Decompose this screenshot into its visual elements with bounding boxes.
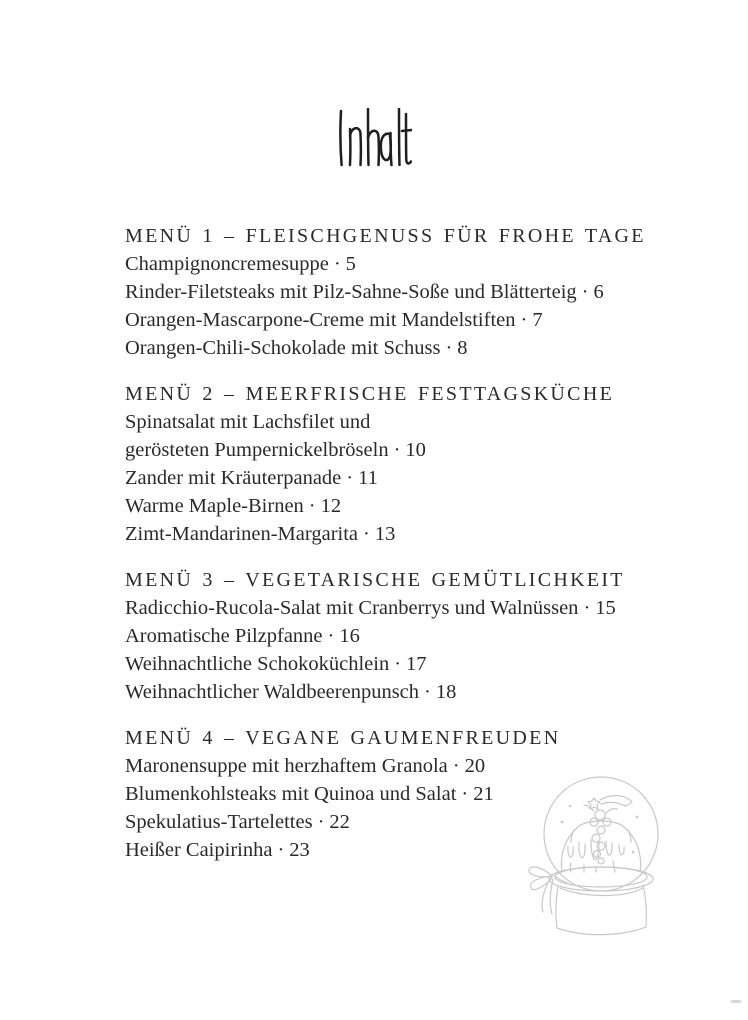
dish-name: Maronensuppe mit herzhaftem Granola: [125, 755, 448, 777]
page-number: 15: [595, 597, 616, 619]
page-number: 5: [345, 253, 356, 275]
toc-entry: [125, 594, 690, 622]
separator-dot: ·: [333, 253, 341, 275]
toc-entry: [125, 278, 690, 306]
dish-name: Spekulatius-Tartelettes: [125, 811, 313, 833]
toc-entry: [125, 250, 690, 278]
separator-dot: ·: [581, 281, 589, 303]
menu-3-section: [125, 566, 690, 706]
separator-dot: ·: [317, 811, 325, 833]
snow-globe-illustration: [516, 770, 676, 940]
toc-entry: [125, 408, 690, 436]
separator-dot: ·: [327, 625, 335, 647]
inhalt-handwritten-title: [336, 108, 412, 168]
dish-name: Radicchio-Rucola-Salat mit Cranberrys und Walnüssen: [125, 597, 579, 619]
toc-entry: [125, 464, 690, 492]
menu-1-section: [125, 222, 690, 362]
page-number: 16: [339, 625, 360, 647]
separator-dot: ·: [394, 653, 402, 675]
toc-entry: [125, 622, 690, 650]
page-number: 7: [532, 309, 543, 331]
page-number: 17: [406, 653, 427, 675]
page-number: 11: [358, 467, 378, 489]
globe-plate: [549, 867, 653, 891]
separator-dot: ·: [308, 495, 316, 517]
toc-entry: [125, 650, 690, 678]
page-number: 20: [464, 755, 486, 777]
toc-entry: [125, 520, 690, 548]
page-title: [0, 108, 748, 168]
page-number: 6: [593, 281, 604, 303]
dish-name: Heißer Caipirinha: [125, 839, 273, 861]
separator-dot: ·: [452, 755, 460, 777]
toc-entry: [125, 306, 690, 334]
separator-dot: ·: [583, 597, 591, 619]
berry-garnish: [584, 805, 617, 864]
dish-name: Spinatsalat mit Lachsfilet und: [125, 411, 371, 433]
separator-dot: ·: [445, 337, 453, 359]
menu-4-heading: MENÜ 4 – VEGANE GAUMENFREUDEN: [125, 727, 561, 749]
page-number: 8: [457, 337, 468, 359]
dish-name: Aromatische Pilzpfanne: [125, 625, 323, 647]
separator-dot: ·: [424, 681, 431, 703]
separator-dot: ·: [393, 439, 401, 461]
dish-name: Weihnachtliche Schokoküchlein: [125, 653, 390, 675]
page-number: 10: [405, 439, 426, 461]
menu-2-section: [125, 380, 690, 548]
menu-3-heading: MENÜ 3 – VEGETARISCHE GEMÜTLICHKEIT: [125, 569, 625, 591]
toc-entry: [125, 334, 690, 362]
page-number: 22: [329, 811, 350, 833]
toc-entry: [125, 678, 690, 706]
shooting-star-icon: [588, 796, 632, 809]
page-number: 13: [374, 523, 396, 545]
dish-name: Zander mit Kräuterpanade: [125, 467, 342, 489]
separator-dot: ·: [461, 783, 469, 805]
separator-dot: ·: [520, 309, 528, 331]
menu-2-heading: MENÜ 2 – MEERFRISCHE FESTTAGSKÜCHE: [125, 383, 615, 405]
dish-name: Champignoncremesuppe: [125, 253, 329, 275]
dish-name: gerösteten Pumpernickelbröseln: [125, 439, 389, 461]
page-number: 23: [289, 839, 310, 861]
dish-name: Blumenkohlsteaks mit Quinoa und Salat: [125, 783, 457, 805]
page-number: 12: [320, 495, 342, 517]
page-number: 18: [435, 681, 457, 703]
globe-base: [556, 885, 646, 935]
toc-entry: [125, 492, 690, 520]
separator-dot: ·: [277, 839, 285, 861]
dish-name: Weihnachtlicher Waldbeerenpunsch: [125, 681, 420, 703]
page-number: 21: [473, 783, 494, 805]
separator-dot: ·: [363, 523, 370, 545]
dish-name: Rinder-Filetsteaks mit Pilz-Sahne-Soße und Blätterteig: [125, 281, 577, 303]
dish-name: Orangen-Mascarpone-Creme mit Mandelstiften: [125, 309, 516, 331]
toc-entry: [125, 436, 690, 464]
dish-name: Zimt-Mandarinen-Margarita: [125, 523, 359, 545]
dish-name: Warme Maple-Birnen: [125, 495, 304, 517]
scan-artifact: [731, 1000, 741, 1003]
menu-1-heading: MENÜ 1 – FLEISCHGENUSS FÜR FROHE TAGE: [125, 225, 646, 247]
separator-dot: ·: [346, 467, 354, 489]
dish-name: Orangen-Chili-Schokolade mit Schuss: [125, 337, 441, 359]
